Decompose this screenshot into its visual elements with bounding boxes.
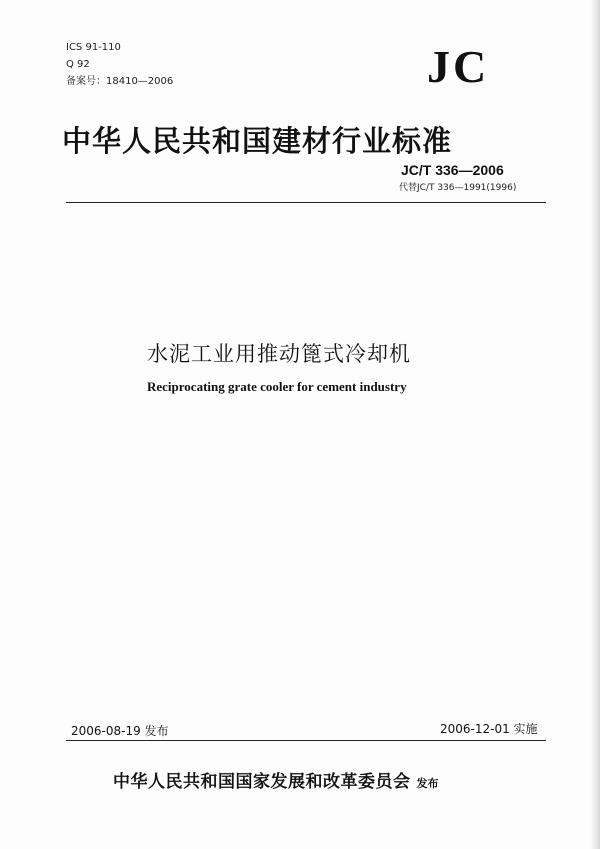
record-number: 备案号：18410—2006: [66, 76, 174, 87]
document-title-chinese: 水泥工业用推动篦式冷却机: [147, 342, 411, 366]
ccs-code: Q 92: [66, 59, 90, 70]
jc-logo: JC: [427, 41, 490, 92]
publisher-issue-label: 发布: [416, 777, 439, 790]
scan-edge-shadow: [590, 0, 600, 849]
effective-date: 2006-12-01 实施: [440, 722, 538, 736]
ics-code: ICS 91-110: [66, 42, 121, 53]
replaced-standard: 代替JC/T 336—1991(1996): [399, 183, 517, 193]
issue-date: 2006-08-19 发布: [71, 724, 169, 738]
top-divider: [66, 202, 546, 203]
bottom-divider: [66, 740, 546, 741]
standard-category-title: 中华人民共和国建材行业标准: [62, 124, 453, 158]
document-title-english: Reciprocating grate cooler for cement industry: [147, 379, 407, 394]
publisher-line: [113, 771, 439, 795]
standard-number: JC/T 336—2006: [401, 162, 504, 178]
publisher-name: 中华人民共和国国家发展和改革委员会: [113, 772, 411, 792]
